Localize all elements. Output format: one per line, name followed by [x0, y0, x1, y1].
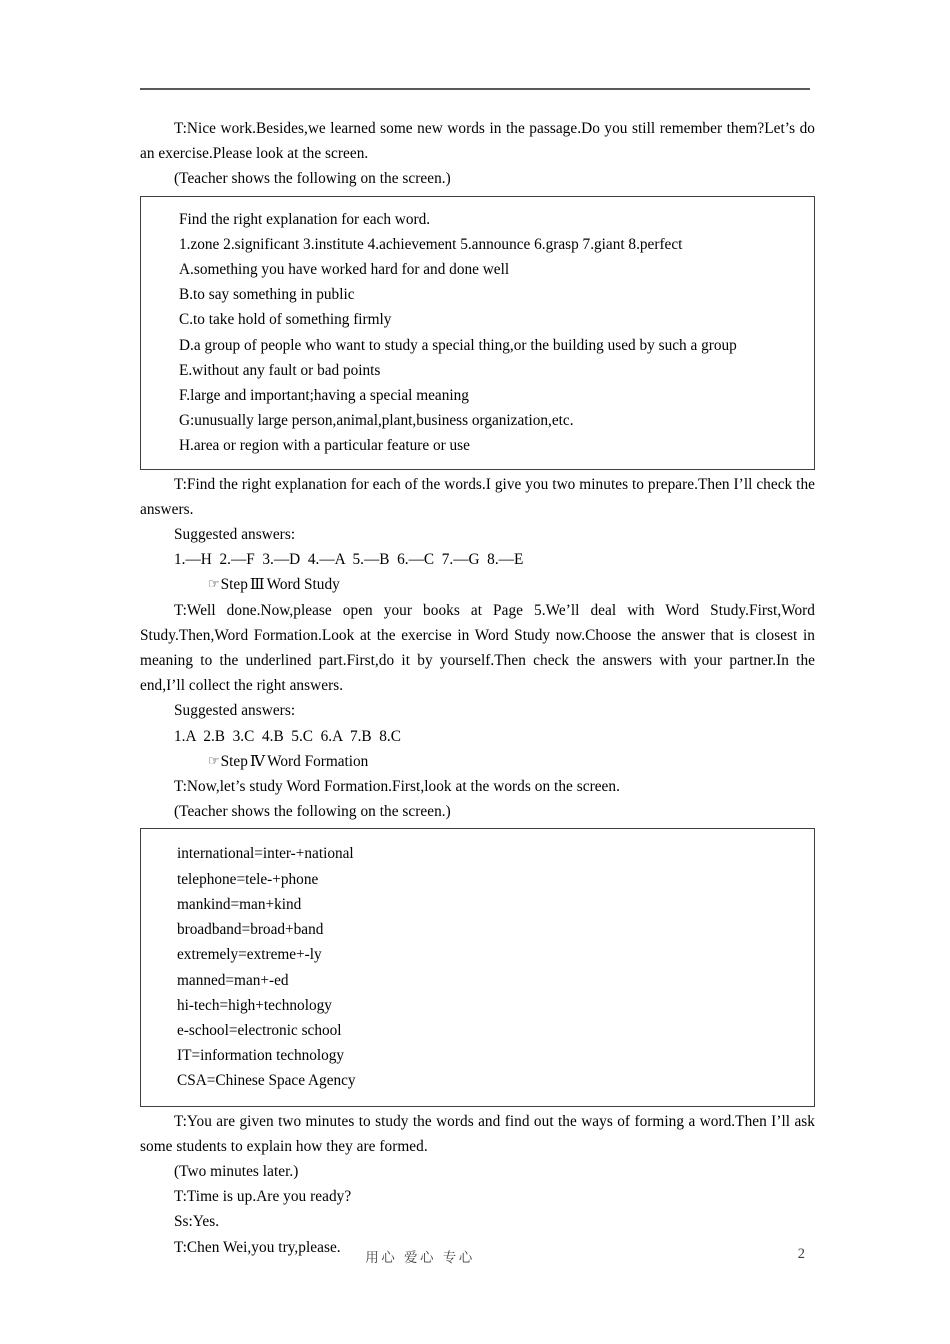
step-label: Step	[220, 576, 248, 594]
box-line: G:unusually large person,animal,plant,business organization,etc.	[179, 412, 574, 430]
box-line: hi-tech=high+technology	[177, 996, 332, 1014]
paragraph-teacher-call-student: T:Chen Wei,you try,please.	[174, 1238, 341, 1256]
answers-list-2: 1.A 2.B 3.C 4.B 5.C 6.A 7.B 8.C	[174, 727, 401, 745]
paragraph-teacher-instruction-2: T:You are given two minutes to study the words and find out the ways of forming a word.Then I’ll ask some students to explain how they are formed.	[140, 1112, 815, 1155]
box-line: A.something you have worked hard for and done well	[179, 261, 510, 279]
heading-step-3	[140, 572, 815, 597]
answers-list-1: 1.—H 2.—F 3.—D 4.—A 5.—B 6.—C 7.—G 8.—E	[174, 551, 524, 569]
paragraph-teacher-time-up: T:Time is up.Are you ready?	[174, 1188, 352, 1206]
box-line: telephone=tele-+phone	[177, 870, 319, 888]
box-line: D.a group of people who want to study a special thing,or the building used by such a group	[179, 336, 737, 354]
box-line: Find the right explanation for each word.	[179, 210, 431, 228]
screen-box-word-formation	[140, 828, 815, 1106]
paragraph-teacher-instruction-1: T:Find the right explanation for each of the words.I give you two minutes to prepare.Then I’ll check the answers.	[140, 475, 815, 518]
paragraph-students-yes: Ss:Yes.	[174, 1213, 220, 1231]
box-line: international=inter-+national	[177, 845, 354, 863]
page-content	[140, 116, 815, 1260]
paragraph-stage-direction-3: (Two minutes later.)	[174, 1162, 299, 1180]
box-line: CSA=Chinese Space Agency	[177, 1072, 356, 1090]
footer-slogan: 用心 爱心 专心	[365, 1250, 475, 1266]
box-line: IT=information technology	[177, 1047, 345, 1065]
box-line: B.to say something in public	[179, 286, 355, 304]
box-line: broadband=broad+band	[177, 921, 324, 939]
page-number: 2	[797, 1246, 805, 1262]
step-numeral: Ⅲ	[249, 576, 265, 594]
box-line: e-school=electronic school	[177, 1021, 342, 1039]
box-line: E.without any fault or bad points	[179, 361, 381, 379]
step-title: Word Formation	[267, 752, 369, 770]
box-line: C.to take hold of something firmly	[179, 311, 392, 329]
step-numeral: Ⅳ	[249, 752, 266, 770]
box-line: extremely=extreme+-ly	[177, 946, 322, 964]
step-label: Step	[220, 752, 248, 770]
box-line: H.area or region with a particular feature or use	[179, 437, 470, 455]
pointing-hand-icon: ☞	[208, 576, 220, 592]
header-rule	[140, 88, 810, 90]
step-title: Word Study	[266, 576, 340, 594]
page-footer	[140, 1246, 815, 1270]
label-suggested-answers-2: Suggested answers:	[174, 702, 296, 720]
paragraph-teacher-word-study: T:Well done.Now,please open your books at Page 5.We’ll deal with Word Study.First,Word Study.Then,Word Formation.Look at the exercise in Word Study now.Choose the answer that is closest in meaning to the underlined part.First,do it by yourself.Then check the answers with your partner.In the end,I’ll collect the right answers.	[140, 601, 815, 695]
heading-step-4	[140, 749, 815, 774]
box-line: manned=man+-ed	[177, 971, 289, 989]
box-line: F.large and important;having a special meaning	[179, 387, 469, 405]
pointing-hand-icon: ☞	[208, 752, 220, 768]
box-line: mankind=man+kind	[177, 895, 302, 913]
paragraph-stage-direction-1: (Teacher shows the following on the screen.)	[174, 170, 451, 188]
paragraph-teacher-intro: T:Nice work.Besides,we learned some new words in the passage.Do you still remember them?Let’s do an exercise.Please look at the screen.	[140, 120, 815, 163]
screen-box-word-explanations	[140, 196, 815, 470]
paragraph-stage-direction-2: (Teacher shows the following on the screen.)	[174, 803, 451, 821]
label-suggested-answers-1: Suggested answers:	[174, 526, 296, 544]
paragraph-teacher-word-formation: T:Now,let’s study Word Formation.First,look at the words on the screen.	[174, 778, 620, 796]
box-line: 1.zone 2.significant 3.institute 4.achievement 5.announce 6.grasp 7.giant 8.perfect	[179, 235, 683, 253]
